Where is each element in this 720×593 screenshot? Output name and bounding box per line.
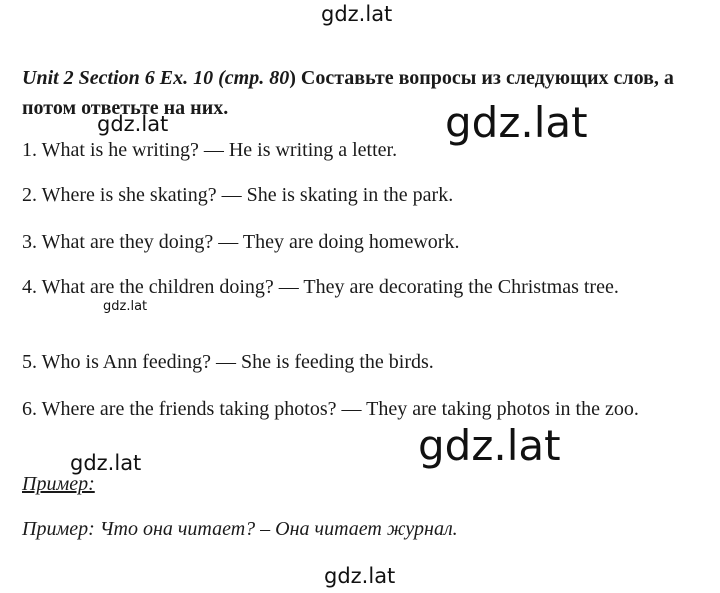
watermark-left-2: gdz.lat	[70, 451, 142, 475]
watermark-small: gdz.lat	[103, 299, 148, 314]
answer-item-1: 1. What is he writing? — He is writing a letter.	[22, 139, 398, 161]
answer-item-5: 5. Who is Ann feeding? — She is feeding the birds.	[22, 351, 434, 373]
watermark-bottom: gdz.lat	[324, 564, 396, 588]
exercise-instruction: ) Составьте вопросы из следующих слов, а потом ответьте на них.	[22, 67, 674, 119]
answer-item-2: 2. Where is she skating? — She is skating in the park.	[22, 184, 454, 206]
watermark-left-1: gdz.lat	[97, 112, 169, 136]
example-label: Пример:	[22, 473, 95, 495]
watermark-top: gdz.lat	[321, 2, 393, 26]
answer-item-4: 4. What are the children doing? — They are decorating the Christmas tree.	[22, 276, 619, 298]
watermark-large-2: gdz.lat	[418, 421, 561, 470]
answer-item-6: 6. Where are the friends taking photos? — They are taking photos in the zoo.	[22, 398, 639, 420]
watermark-large-1: gdz.lat	[445, 98, 588, 147]
answer-item-3: 3. What are they doing? — They are doing homework.	[22, 231, 460, 253]
example-text: Пример: Что она читает? – Она читает журнал.	[22, 518, 458, 540]
exercise-reference: Unit 2 Section 6 Ex. 10 (стр. 80	[22, 67, 290, 89]
